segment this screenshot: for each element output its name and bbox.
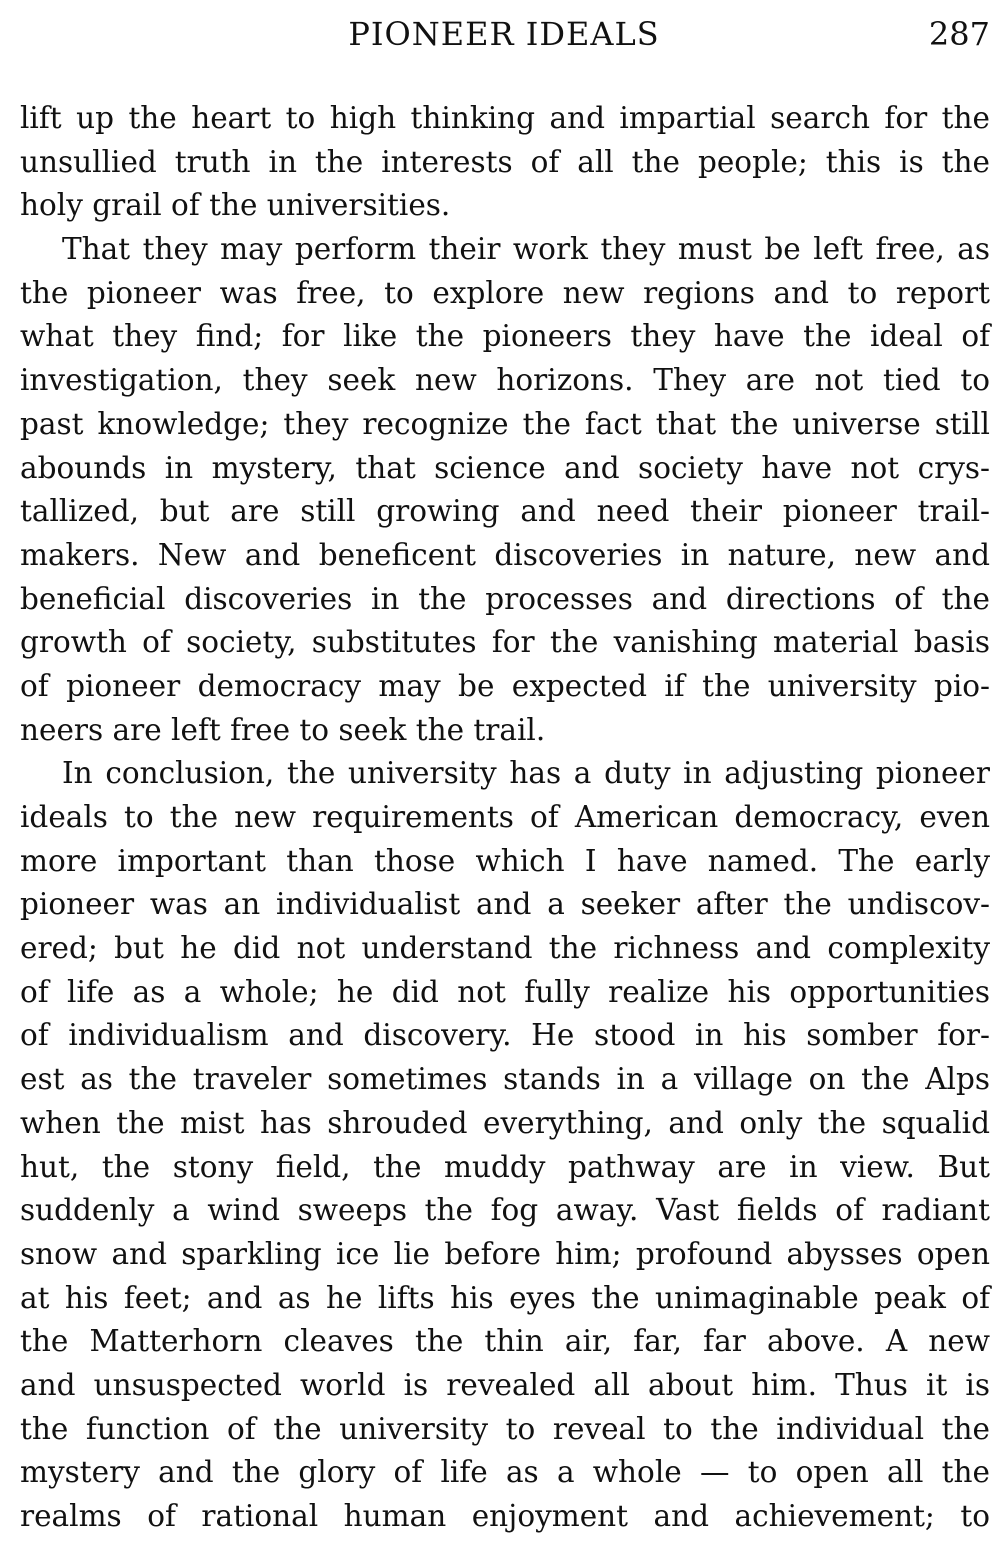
text-line: at his feet; and as he lifts his eyes the unimaginable peak of (20, 1280, 990, 1315)
text-line: suddenly a wind sweeps the fog away. Vast fields of radiant (20, 1193, 990, 1228)
text-line: growth of society, substitutes for the vanishing material basis (20, 625, 990, 660)
text-line: what they find; for like the pioneers they have the ideal of (20, 319, 990, 354)
text-line: when the mist has shrouded everything, and only the squalid (20, 1105, 990, 1140)
text-line: investigation, they seek new horizons. They are not tied to (20, 363, 990, 398)
text-line: est as the traveler sometimes stands in a village on the Alps (20, 1062, 990, 1097)
text-line: ered; but he did not understand the richness and complexity (20, 931, 990, 966)
text-line: the Matterhorn cleaves the thin air, far, far above. A new (20, 1324, 990, 1359)
text-line: lift up the heart to high thinking and impartial search for the (20, 101, 990, 135)
text-line: the function of the university to reveal to the individual the (20, 1411, 990, 1446)
text-line: unsullied truth in the interests of all the people; this is the (20, 144, 990, 179)
text-line: of life as a whole; he did not fully realize his opportunities (20, 974, 990, 1009)
text-line: neers are left free to seek the trail. (20, 712, 546, 747)
text-line: of individualism and discovery. He stood in his somber for- (20, 1018, 990, 1053)
text-line: tallized, but are still growing and need their pioneer trail- (20, 494, 990, 529)
text-line: That they may perform their work they must be left free, as (62, 232, 990, 267)
text-line: In conclusion, the university has a duty in adjusting pioneer (62, 756, 990, 791)
text-line: of pioneer democracy may be expected if the university pio- (20, 668, 990, 703)
text-line: the pioneer was free, to explore new regions and to report (20, 275, 990, 310)
page-number: 287 (928, 15, 990, 53)
text-line: makers. New and beneficent discoveries in nature, new and (20, 537, 990, 572)
text-line: hut, the stony field, the muddy pathway are in view. But (20, 1149, 990, 1184)
body-text (20, 97, 990, 1539)
text-line: abounds in mystery, that science and society have not crys- (20, 450, 990, 485)
text-line: holy grail of the universities. (20, 188, 451, 223)
text-line: more important than those which I have named. The early (20, 843, 990, 878)
text-line: snow and sparkling ice lie before him; profound abysses open (20, 1236, 990, 1271)
text-line: and unsuspected world is revealed all about him. Thus it is (20, 1367, 990, 1402)
running-head (18, 12, 990, 56)
text-line: mystery and the glory of life as a whole — to open all the (20, 1455, 990, 1490)
text-line: pioneer was an individualist and a seeker after the undiscov- (20, 887, 990, 922)
running-title: PIONEER IDEALS (348, 15, 660, 53)
text-line: beneficial discoveries in the processes and directions of the (20, 581, 990, 616)
text-line: ideals to the new requirements of American democracy, even (20, 800, 990, 834)
text-line: past knowledge; they recognize the fact that the universe still (20, 406, 990, 441)
text-line: realms of rational human enjoyment and achievement; to (20, 1499, 990, 1533)
